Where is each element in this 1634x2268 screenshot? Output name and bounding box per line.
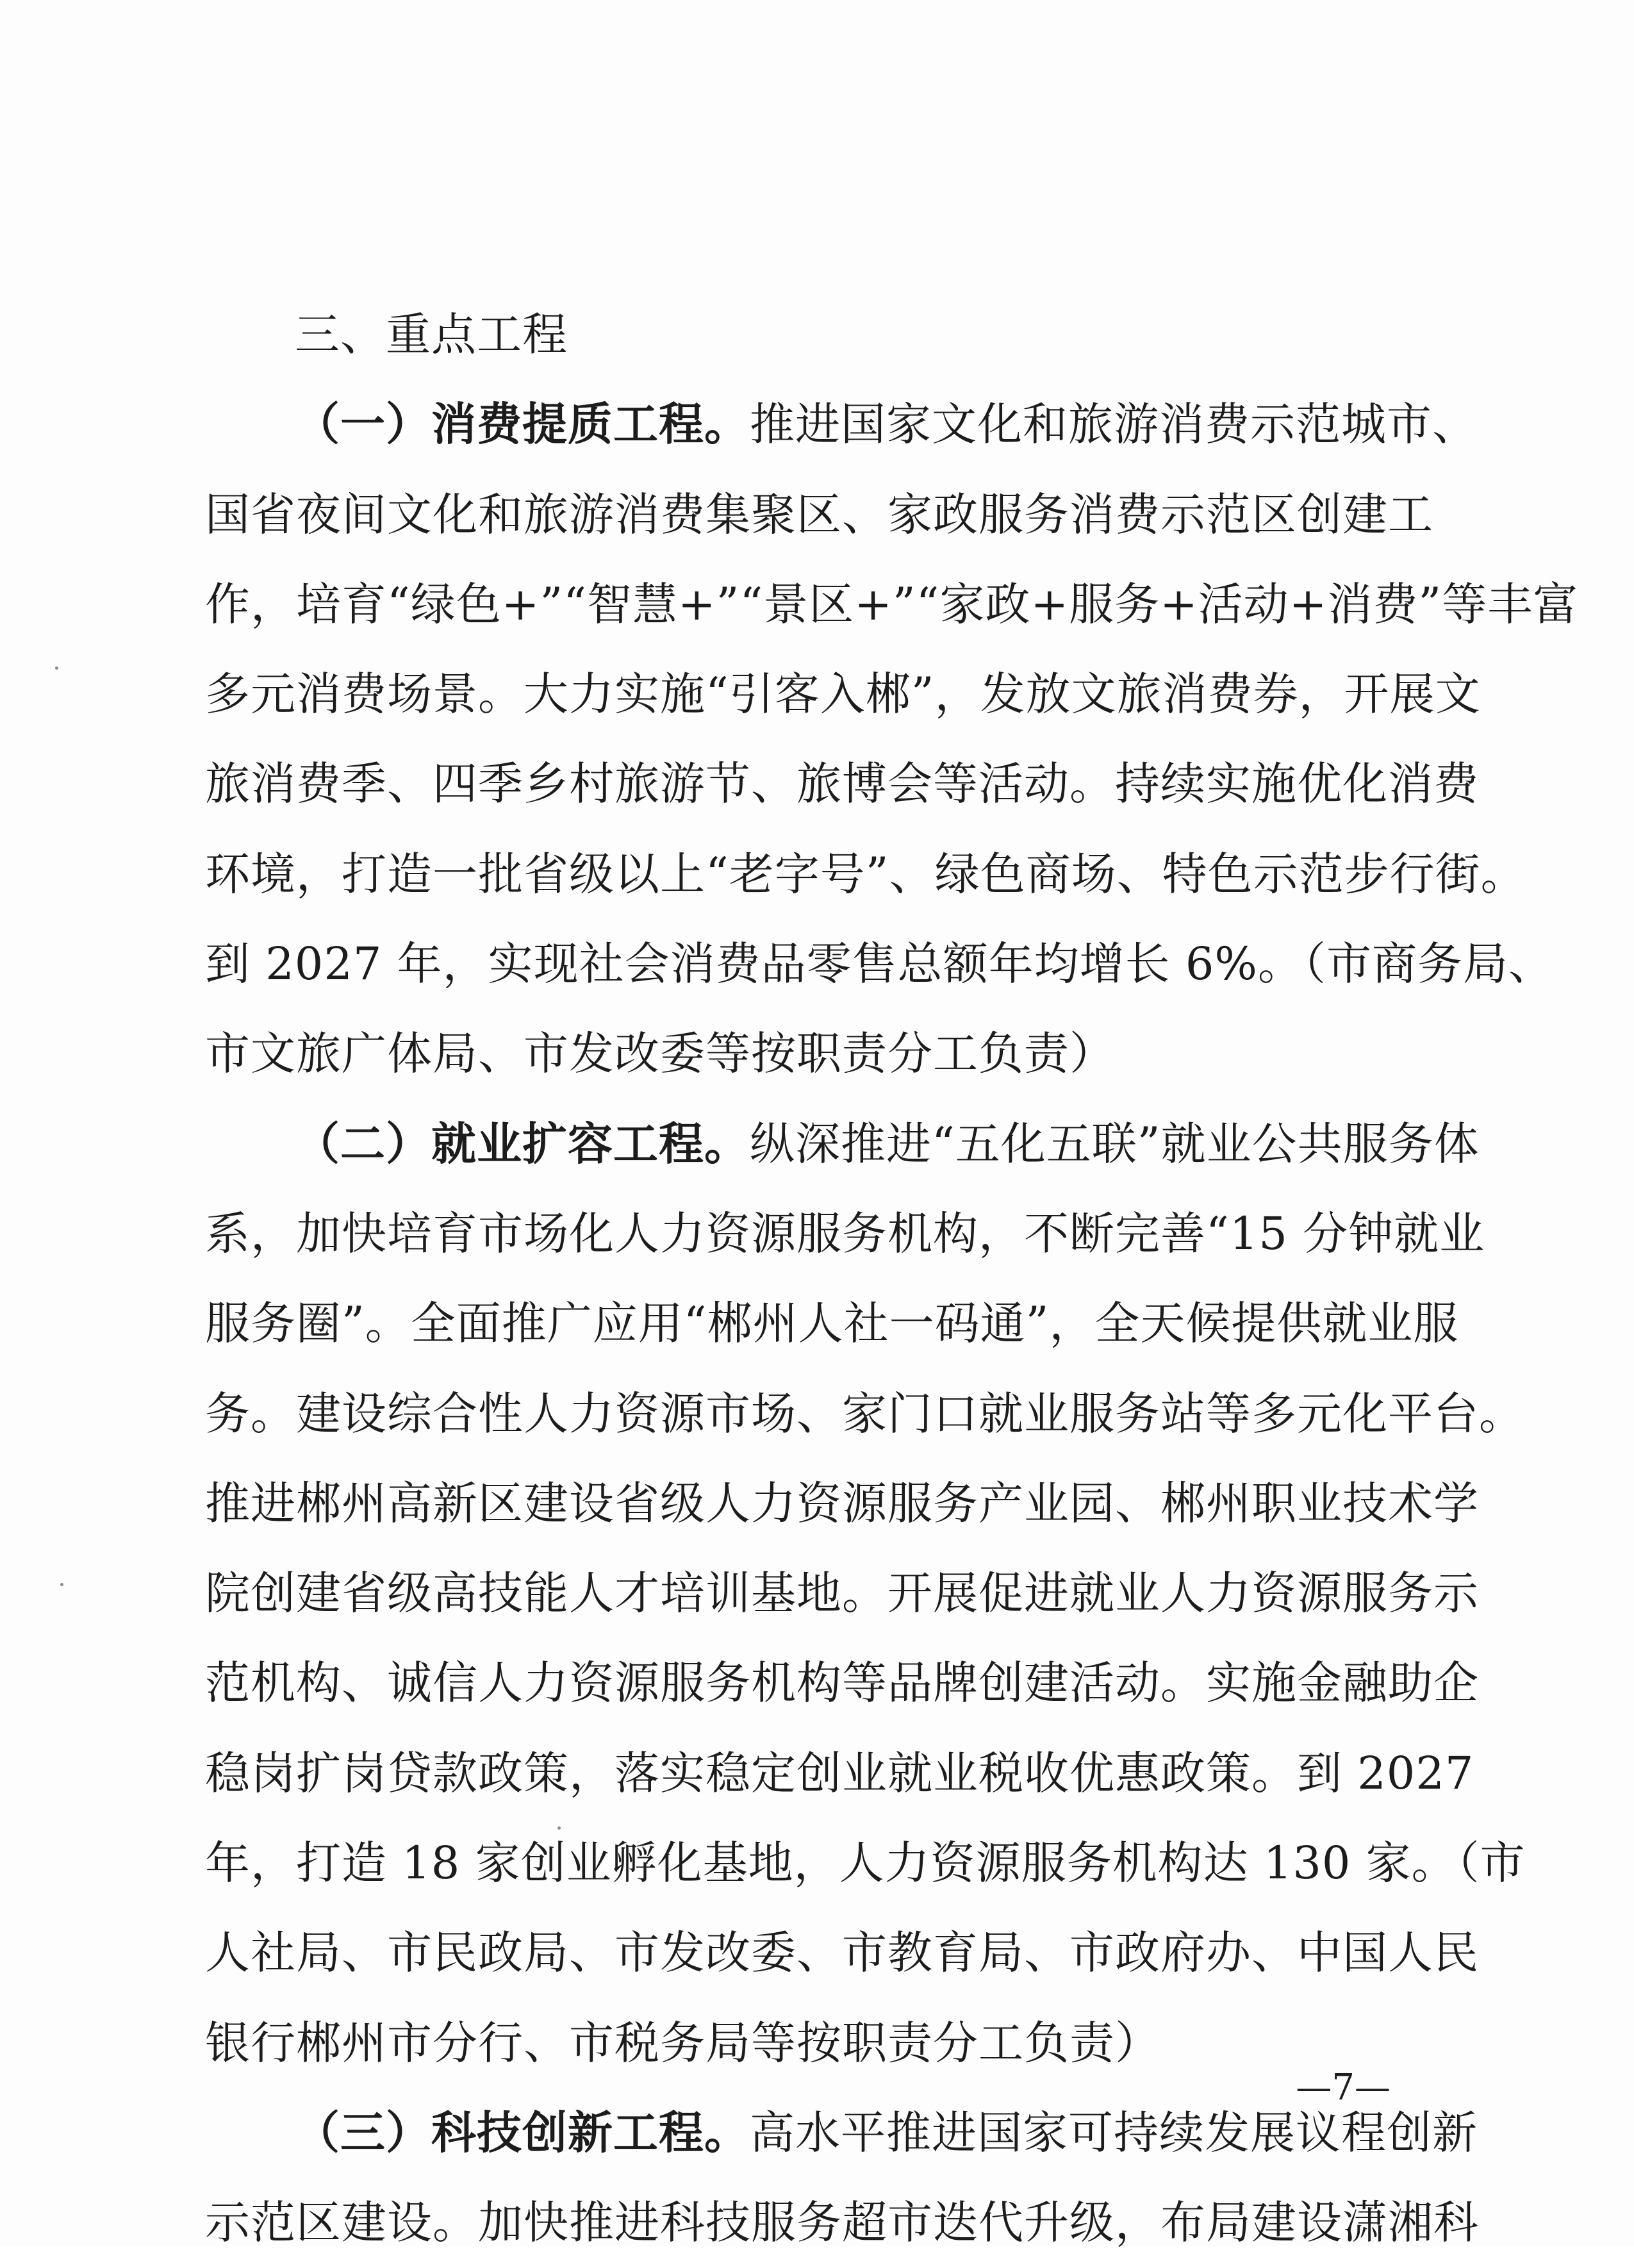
paragraph-lead: （三）科技创新工程。	[295, 2106, 750, 2159]
paragraph-line: 人社局、市民政局、市发改委、市教育局、市政府办、中国人民	[205, 1926, 1479, 1980]
paragraph-line: 市文旅广体局、市发改委等按职责分工负责）	[205, 1027, 1115, 1080]
scan-speck	[60, 1583, 63, 1586]
document-body	[205, 290, 1579, 2268]
paragraph-line: 系，加快培育市场化人力资源服务机构，不断完善“15 分钟就业	[205, 1207, 1485, 1260]
paragraph-line: 推进郴州高新区建设省级人力资源服务产业园、郴州职业技术学	[205, 1477, 1479, 1530]
paragraph-line-text: 纵深推进“五化五联”就业公共服务体	[750, 1117, 1480, 1170]
paragraph-line: 环境，打造一批省级以上“老字号”、绿色商场、特色示范步行街。	[205, 847, 1526, 900]
page-number: —7—	[1296, 2067, 1391, 2108]
paragraph-first-line	[205, 379, 1478, 469]
paragraph-line: 示范区建设。加快推进科技服务超市迭代升级，布局建设潇湘科	[205, 2196, 1479, 2249]
paragraph-line: 务。建设综合性人力资源市场、家门口就业服务站等多元化平台。	[205, 1387, 1524, 1440]
paragraph-line-text: 高水平推进国家可持续发展议程创新	[750, 2106, 1478, 2159]
paragraph-innovation	[205, 2088, 1479, 2268]
paragraph-first-line	[205, 1099, 1480, 1189]
paragraph-lead: （二）就业扩容工程。	[295, 1117, 750, 1170]
paragraph-line: 银行郴州市分行、市税务局等按职责分工负责）	[205, 2016, 1160, 2069]
paragraph-employment	[205, 1099, 1526, 2088]
paragraph-line: 到 2027 年，实现社会消费品零售总额年均增长 6%。（市商务局、	[205, 938, 1554, 991]
paragraph-line-text: 推进国家文化和旅游消费示范城市、	[750, 398, 1478, 451]
paragraph-first-line	[205, 2088, 1478, 2178]
paragraph-line: 院创建省级高技能人才培训基地。开展促进就业人力资源服务示	[205, 1567, 1479, 1620]
paragraph-line: 旅消费季、四季乡村旅游节、旅博会等活动。持续实施优化消费	[205, 757, 1479, 811]
paragraph-line: 国省夜间文化和旅游消费集聚区、家政服务消费示范区创建工	[205, 488, 1433, 541]
paragraph-line: 多元消费场景。大力实施“引客入郴”，发放文旅消费券，开展文	[205, 668, 1481, 721]
scan-speck	[55, 666, 58, 670]
section-heading: 三、重点工程	[295, 308, 568, 361]
paragraph-consumption	[205, 379, 1579, 1098]
paragraph-line: 范机构、诚信人力资源服务机构等品牌创建活动。实施金融助企	[205, 1657, 1479, 1710]
paragraph-line: 稳岗扩岗贷款政策，落实稳定创业就业税收优惠政策。到 2027	[205, 1746, 1474, 1800]
paragraph-lead: （一）消费提质工程。	[295, 398, 750, 451]
paragraph-line: 服务圈”。全面推广应用“郴州人社一码通”，全天候提供就业服	[205, 1297, 1459, 1350]
paragraph-line: 作，培育“绿色+”“智慧+”“景区+”“家政+服务+活动+消费”等丰富	[205, 577, 1579, 631]
paragraph-line: 年，打造 18 家创业孵化基地，人力资源服务机构达 130 家。（市	[205, 1837, 1526, 1890]
